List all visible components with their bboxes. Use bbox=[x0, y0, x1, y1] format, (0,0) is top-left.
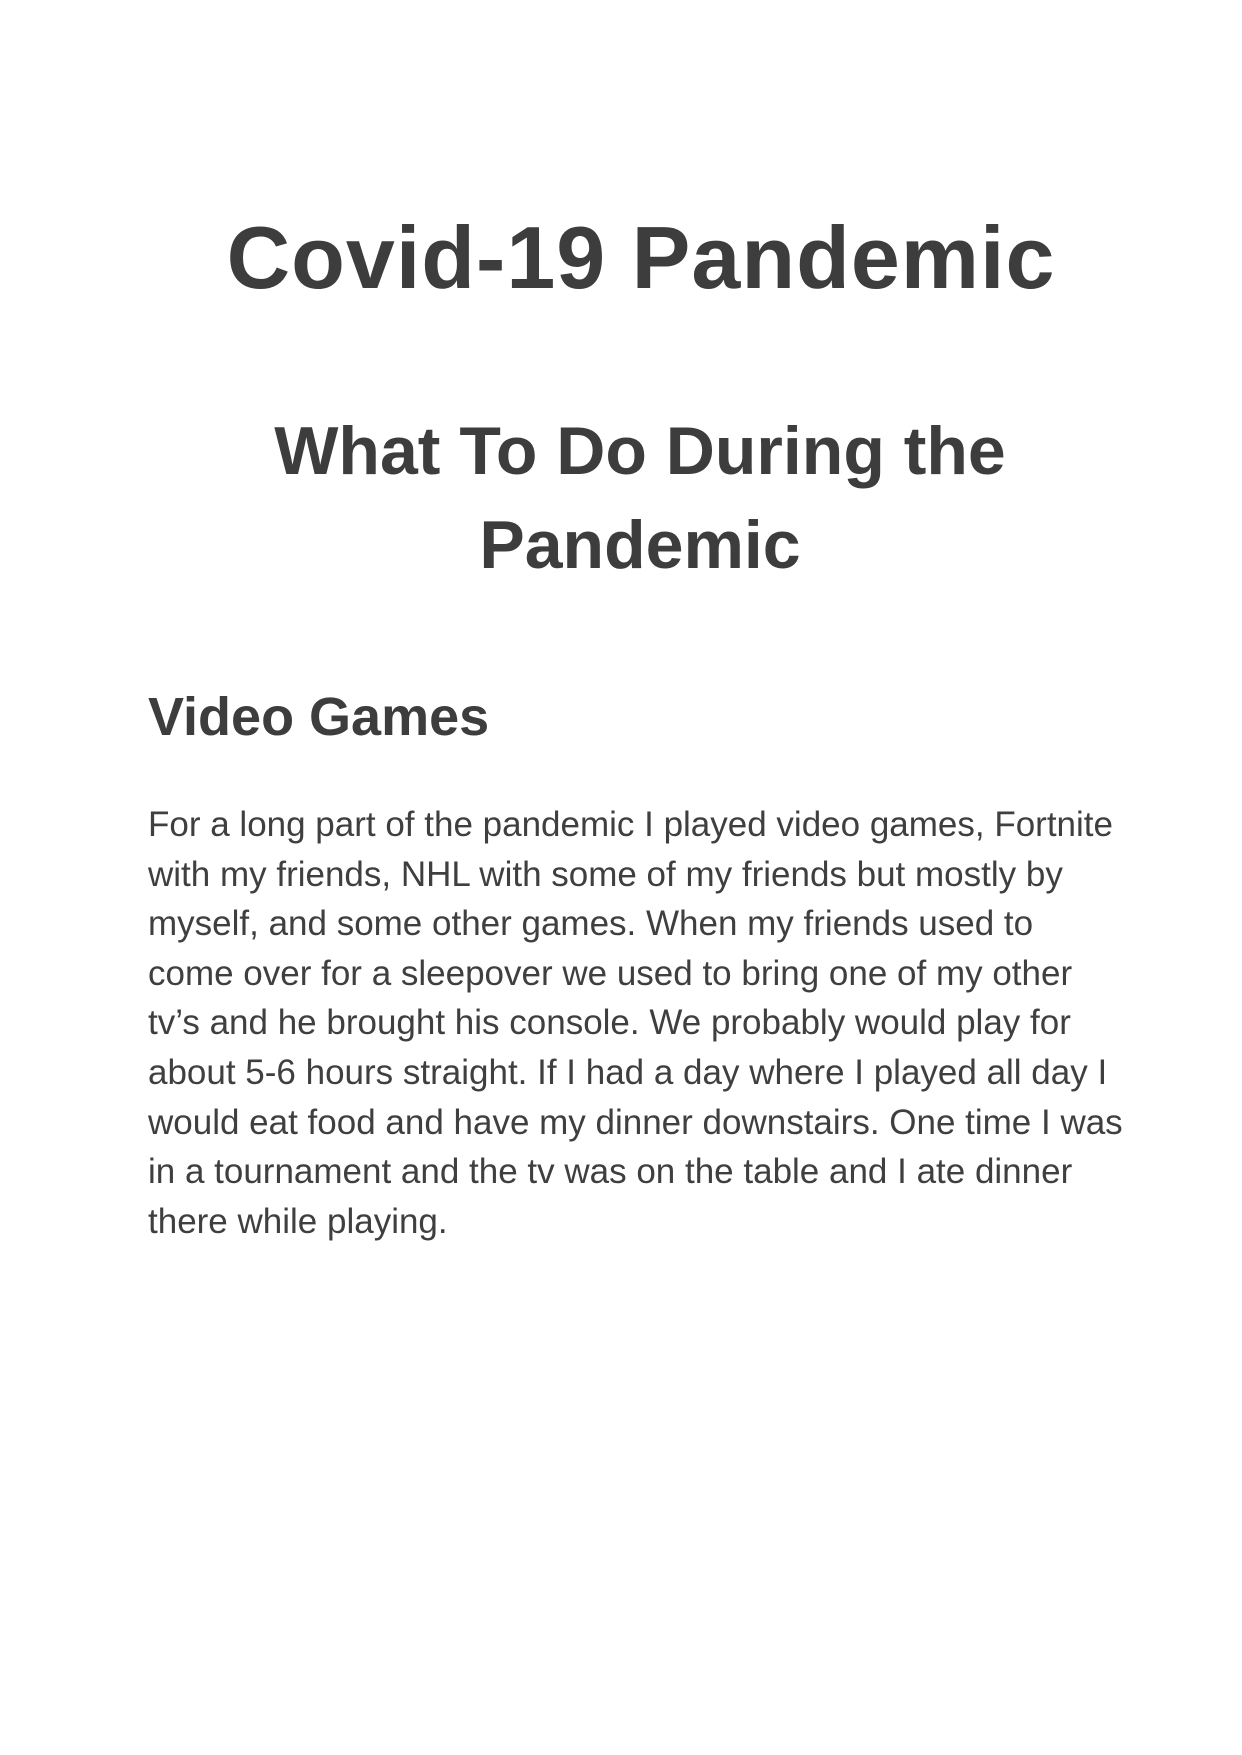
page-title: Covid-19 Pandemic bbox=[226, 208, 1056, 307]
section-heading: Video Games bbox=[148, 687, 490, 747]
page-subtitle: What To Do During the Pandemic bbox=[274, 413, 1006, 583]
section-body-paragraph: For a long part of the pandemic I played video games, Fortnite with my friends, NHL with some of my friends but mostly by myself, and some other games. When my friends used to come over for a sleepover we used to bring one of my other tv’s and he brought his console. We probably would play for about 5-6 hours straight. If I had a day where I played all day I would eat food and have my dinner downstairs. One time I was in a tournament and the tv was on the table and I ate dinner there while playing. bbox=[148, 805, 1123, 1241]
